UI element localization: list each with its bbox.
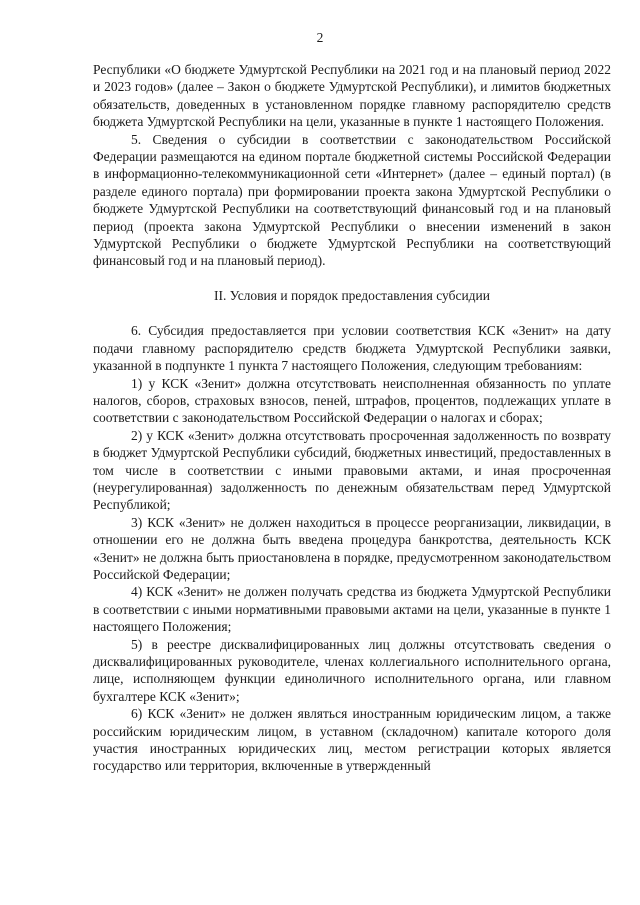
paragraph-subitem-5: 5) в реестре дисквалифицированных лиц должны отсутствовать сведения о дисквалифицированных руководителе, членах коллегиального исполнительного органа, лице, исполняющем функции единоличного исполнительного органа, или главном бухгалтере КСК «Зенит»;: [93, 636, 611, 704]
section-heading: II. Условия и порядок предоставления субсидии: [214, 287, 490, 303]
paragraph-continuation: Республики «О бюджете Удмуртской Республики на 2021 год и на плановый период 2022 и 2023 годов» (далее – Закон о бюджете Удмуртской Республики), и лимитов бюджетных обязательств, доведенных в установленном порядке главному распорядителю средств бюджета Удмуртской Республики на цели, указанные в пункте 1 настоящего Положения.: [93, 62, 611, 130]
paragraph-item-5: 5. Сведения о субсидии в соответствии с законодательством Российской Федерации размещаются на едином портале бюджетной системы Российской Федерации в информационно-телекоммуникационной сети «Интернет» (далее – единый портал) (в разделе единого портала) при формировании проекта закона Удмуртской Республики о бюджете Удмуртской Республики на соответствующий финансовый год и на плановый период (проекта закона Удмуртской Республики о внесении изменений в закон Удмуртской Республики о бюджете Удмуртской Республики на соответствующий финансовый год и на плановый период).: [93, 131, 611, 269]
paragraph-subitem-6: 6) КСК «Зенит» не должен являться иностранным юридическим лицом, а также российским юридическим лицом, в уставном (складочном) капитале которого доля участия иностранных юридических лиц, местом регистрации которых является государство или территория, включенные в утвержденный: [93, 706, 611, 774]
paragraph-subitem-2: 2) у КСК «Зенит» должна отсутствовать просроченная задолженность по возврату в бюджет Удмуртской Республики субсидий, бюджетных инвестиций, предоставленных в том числе в соответствии с иными правовыми актами, и иная просроченная (неурегулированная) задолженность по денежным обязательствам перед Удмуртской Республикой;: [93, 427, 611, 513]
paragraph-item-6: 6. Субсидия предоставляется при условии соответствия КСК «Зенит» на дату подачи главному распорядителю средств бюджета Удмуртской Республики заявки, указанной в подпункте 1 пункта 7 настоящего Положения, следующим требованиям:: [93, 323, 611, 374]
paragraph-subitem-4: 4) КСК «Зенит» не должен получать средства из бюджета Удмуртской Республики в соответствии с иными нормативными правовыми актами на цели, указанные в пункте 1 настоящего Положения;: [93, 584, 611, 635]
document-body: [93, 61, 611, 775]
paragraph-subitem-3: 3) КСК «Зенит» не должен находиться в процессе реорганизации, ликвидации, в отношении его не должна быть введена процедура банкротства, деятельность КСК «Зенит» не должна быть приостановлена в порядке, предусмотренном законодательством Российской Федерации;: [93, 514, 611, 582]
page-number: 2: [316, 30, 324, 45]
paragraph-subitem-1: 1) у КСК «Зенит» должна отсутствовать неисполненная обязанность по уплате налогов, сборов, страховых взносов, пеней, штрафов, процентов, подлежащих уплате в соответствии с законодательством Российской Федерации о налогах и сборах;: [93, 375, 611, 426]
